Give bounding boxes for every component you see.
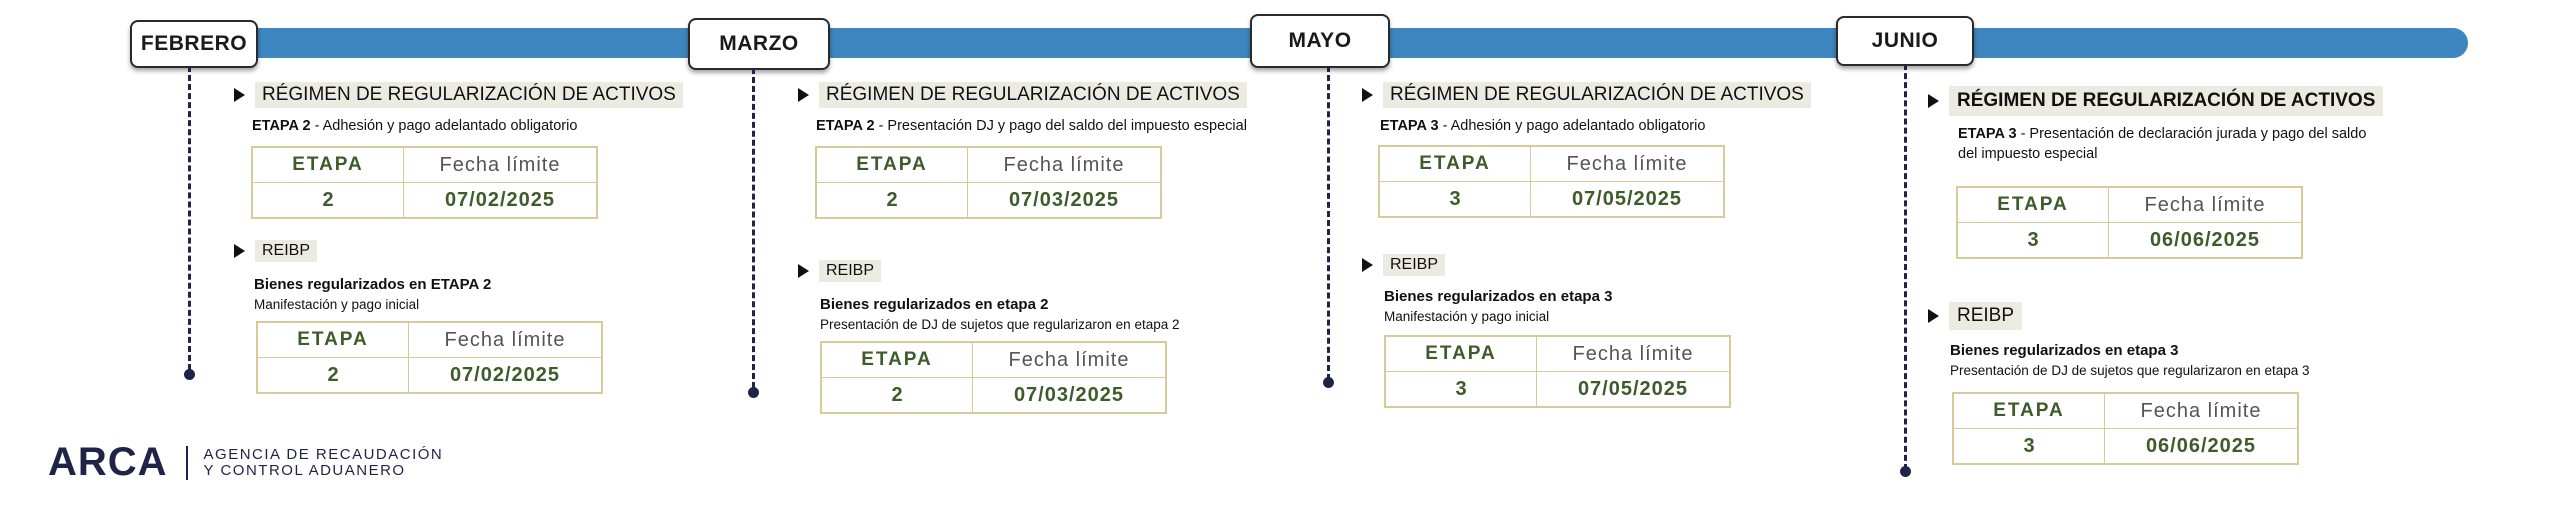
deadline-table bbox=[820, 341, 1167, 414]
reibp-tag: REIBP bbox=[1949, 302, 2022, 330]
logo-subtitle-line2: Y CONTROL ADUANERO bbox=[203, 461, 406, 479]
month-label-junio: JUNIO bbox=[1836, 16, 1974, 66]
arrow-bullet-icon bbox=[234, 88, 245, 102]
febrero-regimen-section bbox=[234, 82, 683, 136]
month-label-febrero: FEBRERO bbox=[130, 20, 258, 68]
etapa-header: ETAPA bbox=[252, 147, 404, 183]
etapa-header: ETAPA bbox=[816, 147, 968, 183]
junio-reibp-section bbox=[1928, 302, 2309, 380]
etapa-value: 3 bbox=[1385, 372, 1537, 408]
fecha-value: 07/05/2025 bbox=[1531, 182, 1725, 218]
fecha-header: Fecha límite bbox=[404, 147, 598, 183]
fecha-value: 07/05/2025 bbox=[1537, 372, 1731, 408]
arrow-bullet-icon bbox=[234, 244, 245, 258]
reibp-tag: REIBP bbox=[819, 260, 881, 282]
arrow-bullet-icon bbox=[798, 264, 809, 278]
month-label-mayo: MAYO bbox=[1250, 14, 1390, 68]
fecha-header: Fecha límite bbox=[968, 147, 1162, 183]
fecha-value: 07/03/2025 bbox=[973, 378, 1167, 414]
fecha-header: Fecha límite bbox=[2105, 393, 2299, 429]
etapa-value: 3 bbox=[1957, 223, 2109, 259]
deadline-table bbox=[256, 321, 603, 394]
deadline-table bbox=[251, 146, 598, 219]
fecha-value: 07/02/2025 bbox=[404, 183, 598, 219]
bienes-subtitle: Manifestación y pago inicial bbox=[1384, 309, 1550, 324]
marzo-reibp-section bbox=[798, 260, 1179, 334]
reibp-tag: REIBP bbox=[1383, 254, 1445, 276]
logo-divider bbox=[186, 446, 188, 480]
logo-wordmark: ARCA bbox=[48, 440, 168, 484]
fecha-header: Fecha límite bbox=[1537, 336, 1731, 372]
etapa-header: ETAPA bbox=[1957, 187, 2109, 223]
etapa-value: 2 bbox=[821, 378, 973, 414]
arrow-bullet-icon bbox=[798, 88, 809, 102]
arca-logo bbox=[48, 440, 443, 485]
etapa-header: ETAPA bbox=[821, 342, 973, 378]
arrow-bullet-icon bbox=[1928, 94, 1939, 108]
etapa-header: ETAPA bbox=[1953, 393, 2105, 429]
fecha-value: 07/03/2025 bbox=[968, 183, 1162, 219]
timeline-connector-junio bbox=[1904, 64, 1907, 470]
section-heading: RÉGIMEN DE REGULARIZACIÓN DE ACTIVOS bbox=[1383, 82, 1811, 108]
bienes-title: Bienes regularizados en etapa 3 bbox=[1384, 288, 1613, 305]
timeline-dot-marzo bbox=[748, 387, 759, 398]
etapa-description: ETAPA 2 - Adhesión y pago adelantado obligatorio bbox=[252, 118, 578, 134]
reibp-tag: REIBP bbox=[255, 240, 317, 262]
timeline-dot-junio bbox=[1900, 466, 1911, 477]
timeline-connector-marzo bbox=[752, 68, 755, 388]
etapa-header: ETAPA bbox=[1385, 336, 1537, 372]
logo-subtitle bbox=[204, 447, 444, 479]
fecha-header: Fecha límite bbox=[1531, 146, 1725, 182]
bienes-title: Bienes regularizados en etapa 3 bbox=[1950, 342, 2179, 359]
arrow-bullet-icon bbox=[1928, 309, 1939, 323]
month-label-marzo: MARZO bbox=[688, 18, 830, 70]
arrow-bullet-icon bbox=[1362, 88, 1373, 102]
etapa-value: 2 bbox=[816, 183, 968, 219]
marzo-regimen-section bbox=[798, 82, 1247, 136]
etapa-header: ETAPA bbox=[257, 322, 409, 358]
bienes-title: Bienes regularizados en etapa 2 bbox=[820, 296, 1049, 313]
deadline-table bbox=[1952, 392, 2299, 465]
fecha-value: 07/02/2025 bbox=[409, 358, 603, 394]
deadline-table bbox=[815, 146, 1162, 219]
arrow-bullet-icon bbox=[1362, 258, 1373, 272]
timeline-connector-febrero bbox=[188, 66, 191, 370]
deadline-table bbox=[1378, 145, 1725, 218]
fecha-header: Fecha límite bbox=[2109, 187, 2303, 223]
fecha-value: 06/06/2025 bbox=[2105, 429, 2299, 465]
etapa-value: 2 bbox=[252, 183, 404, 219]
etapa-value: 2 bbox=[257, 358, 409, 394]
etapa-description: ETAPA 3 - Presentación de declaración jurada y pago del saldo del impuesto especial bbox=[1958, 126, 2367, 162]
fecha-value: 06/06/2025 bbox=[2109, 223, 2303, 259]
etapa-value: 3 bbox=[1379, 182, 1531, 218]
deadline-table bbox=[1384, 335, 1731, 408]
febrero-reibp-section bbox=[234, 240, 491, 314]
mayo-regimen-section bbox=[1362, 82, 1811, 136]
timeline-dot-febrero bbox=[184, 369, 195, 380]
fecha-header: Fecha límite bbox=[409, 322, 603, 358]
section-heading: RÉGIMEN DE REGULARIZACIÓN DE ACTIVOS bbox=[1949, 86, 2383, 116]
bienes-title: Bienes regularizados en ETAPA 2 bbox=[254, 276, 492, 293]
deadline-table bbox=[1956, 186, 2303, 259]
section-heading: RÉGIMEN DE REGULARIZACIÓN DE ACTIVOS bbox=[255, 82, 683, 108]
timeline-connector-mayo bbox=[1327, 66, 1330, 380]
bienes-subtitle: Presentación de DJ de sujetos que regularizaron en etapa 3 bbox=[1950, 363, 2310, 378]
bienes-subtitle: Manifestación y pago inicial bbox=[254, 297, 420, 312]
timeline-dot-mayo bbox=[1323, 377, 1334, 388]
etapa-header: ETAPA bbox=[1379, 146, 1531, 182]
etapa-description: ETAPA 2 - Presentación DJ y pago del saldo del impuesto especial bbox=[816, 118, 1247, 134]
section-heading: RÉGIMEN DE REGULARIZACIÓN DE ACTIVOS bbox=[819, 82, 1247, 108]
fecha-header: Fecha límite bbox=[973, 342, 1167, 378]
etapa-value: 3 bbox=[1953, 429, 2105, 465]
mayo-reibp-section bbox=[1362, 254, 1612, 326]
bienes-subtitle: Presentación de DJ de sujetos que regularizaron en etapa 2 bbox=[820, 317, 1180, 332]
junio-regimen-section bbox=[1928, 86, 2376, 164]
etapa-description: ETAPA 3 - Adhesión y pago adelantado obligatorio bbox=[1380, 118, 1706, 134]
logo-subtitle-line1: AGENCIA DE RECAUDACIÓN bbox=[203, 445, 444, 463]
